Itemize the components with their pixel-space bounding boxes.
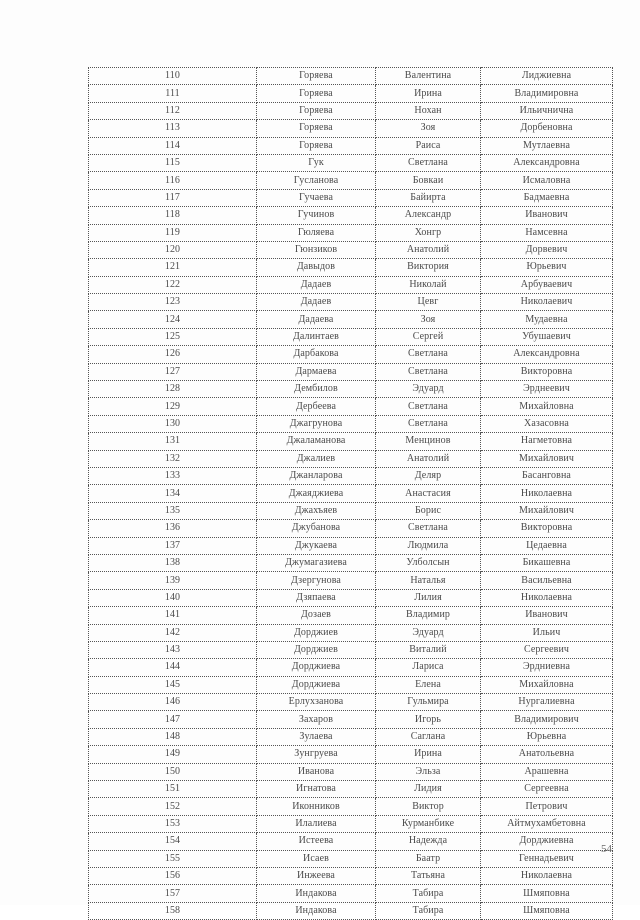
row-number-cell: 129 [89,398,257,415]
last-name-cell: Дзергунова [257,572,376,589]
patronymic-cell: Николаевна [481,589,613,606]
last-name-cell: Дорджиева [257,659,376,676]
last-name-cell: Зунгруева [257,746,376,763]
first-name-cell: Анатолий [376,241,481,258]
last-name-cell: Гучаева [257,189,376,206]
row-number-cell: 112 [89,102,257,119]
first-name-cell: Курманбике [376,815,481,832]
first-name-cell: Анастасия [376,485,481,502]
table-row [89,311,613,328]
first-name-cell: Александр [376,207,481,224]
table-row [89,467,613,484]
last-name-cell: Дадаева [257,311,376,328]
table-row [89,641,613,658]
first-name-cell: Виктория [376,259,481,276]
last-name-cell: Индакова [257,902,376,919]
row-number-cell: 121 [89,259,257,276]
first-name-cell: Ирина [376,85,481,102]
first-name-cell: Людмила [376,537,481,554]
row-number-cell: 110 [89,68,257,85]
table-row [89,502,613,519]
table-row [89,398,613,415]
first-name-cell: Деляр [376,467,481,484]
last-name-cell: Ерлухзанова [257,694,376,711]
table-row [89,746,613,763]
first-name-cell: Табира [376,902,481,919]
last-name-cell: Дадаев [257,294,376,311]
table-row [89,607,613,624]
row-number-cell: 154 [89,833,257,850]
last-name-cell: Дембилов [257,381,376,398]
first-name-cell: Светлана [376,415,481,432]
row-number-cell: 140 [89,589,257,606]
table-row [89,259,613,276]
row-number-cell: 132 [89,450,257,467]
patronymic-cell: Владимировна [481,85,613,102]
patronymic-cell: Анатольевна [481,746,613,763]
table-row [89,85,613,102]
last-name-cell: Джахъяев [257,502,376,519]
table-row [89,154,613,171]
last-name-cell: Давыдов [257,259,376,276]
row-number-cell: 139 [89,572,257,589]
row-number-cell: 122 [89,276,257,293]
first-name-cell: Раиса [376,137,481,154]
patronymic-cell: Шмяповна [481,885,613,902]
first-name-cell: Надежда [376,833,481,850]
table-row [89,711,613,728]
table-row [89,554,613,571]
row-number-cell: 115 [89,154,257,171]
first-name-cell: Анатолий [376,450,481,467]
patronymic-cell: Александровна [481,346,613,363]
patronymic-cell: Геннадьевич [481,850,613,867]
table-row [89,728,613,745]
patronymic-cell: Михайловна [481,398,613,415]
row-number-cell: 113 [89,120,257,137]
first-name-cell: Виталий [376,641,481,658]
last-name-cell: Захаров [257,711,376,728]
last-name-cell: Игнатова [257,781,376,798]
last-name-cell: Горяева [257,102,376,119]
row-number-cell: 130 [89,415,257,432]
first-name-cell: Лилия [376,589,481,606]
row-number-cell: 147 [89,711,257,728]
table-row [89,624,613,641]
last-name-cell: Джанларова [257,467,376,484]
table-row [89,381,613,398]
table-row [89,433,613,450]
patronymic-cell: Дорджиевна [481,833,613,850]
row-number-cell: 157 [89,885,257,902]
last-name-cell: Дербеева [257,398,376,415]
table-row [89,589,613,606]
last-name-cell: Гусланова [257,172,376,189]
table-row [89,276,613,293]
table-row [89,120,613,137]
last-name-cell: Дарбакова [257,346,376,363]
first-name-cell: Хонгр [376,224,481,241]
first-name-cell: Сергей [376,328,481,345]
last-name-cell: Гучинов [257,207,376,224]
row-number-cell: 145 [89,676,257,693]
table-row [89,102,613,119]
patronymic-cell: Бадмаевна [481,189,613,206]
first-name-cell: Владимир [376,607,481,624]
table-row [89,572,613,589]
row-number-cell: 131 [89,433,257,450]
table-row [89,189,613,206]
table-row [89,763,613,780]
first-name-cell: Менцинов [376,433,481,450]
last-name-cell: Горяева [257,68,376,85]
patronymic-cell: Намсевна [481,224,613,241]
first-name-cell: Светлана [376,346,481,363]
row-number-cell: 136 [89,520,257,537]
row-number-cell: 133 [89,467,257,484]
table-row [89,224,613,241]
patronymic-cell: Басанговна [481,467,613,484]
first-name-cell: Баатр [376,850,481,867]
last-name-cell: Илалиева [257,815,376,832]
table-row [89,415,613,432]
row-number-cell: 156 [89,867,257,884]
first-name-cell: Улболсын [376,554,481,571]
first-name-cell: Светлана [376,398,481,415]
table-row [89,294,613,311]
table-row [89,485,613,502]
table-row [89,68,613,85]
patronymic-cell: Иванович [481,207,613,224]
last-name-cell: Исаев [257,850,376,867]
patronymic-cell: Мутлаевна [481,137,613,154]
patronymic-cell: Лиджиевна [481,68,613,85]
row-number-cell: 155 [89,850,257,867]
patronymic-cell: Нургалиевна [481,694,613,711]
patronymic-cell: Эрдниевна [481,659,613,676]
first-name-cell: Гульмира [376,694,481,711]
table-row [89,815,613,832]
row-number-cell: 150 [89,763,257,780]
last-name-cell: Джубанова [257,520,376,537]
last-name-cell: Джалиев [257,450,376,467]
first-name-cell: Саглана [376,728,481,745]
last-name-cell: Дозаев [257,607,376,624]
row-number-cell: 120 [89,241,257,258]
first-name-cell: Байирта [376,189,481,206]
patronymic-cell: Хазасовна [481,415,613,432]
last-name-cell: Горяева [257,137,376,154]
first-name-cell: Наталья [376,572,481,589]
table-row [89,450,613,467]
table-row [89,346,613,363]
row-number-cell: 151 [89,781,257,798]
table-row [89,694,613,711]
first-name-cell: Валентина [376,68,481,85]
row-number-cell: 138 [89,554,257,571]
table-row [89,328,613,345]
row-number-cell: 148 [89,728,257,745]
table-row [89,363,613,380]
table-row [89,850,613,867]
first-name-cell: Табира [376,885,481,902]
patronymic-cell: Арбуваевич [481,276,613,293]
patronymic-cell: Сергеевна [481,781,613,798]
last-name-cell: Иконников [257,798,376,815]
patronymic-cell: Бикашевна [481,554,613,571]
patronymic-cell: Айтмухамбетовна [481,815,613,832]
patronymic-cell: Петрович [481,798,613,815]
last-name-cell: Горяева [257,85,376,102]
table-row [89,885,613,902]
last-name-cell: Джукаева [257,537,376,554]
table-row [89,172,613,189]
table-row [89,520,613,537]
table-row [89,241,613,258]
patronymic-cell: Юрьевна [481,728,613,745]
first-name-cell: Виктор [376,798,481,815]
patronymic-cell: Владимирович [481,711,613,728]
first-name-cell: Светлана [376,154,481,171]
row-number-cell: 143 [89,641,257,658]
row-number-cell: 116 [89,172,257,189]
row-number-cell: 137 [89,537,257,554]
patronymic-cell: Васильевна [481,572,613,589]
patronymic-cell: Николаевна [481,485,613,502]
first-name-cell: Борис [376,502,481,519]
table-row [89,798,613,815]
patronymic-cell: Шмяповна [481,902,613,919]
table-row [89,537,613,554]
patronymic-cell: Ильичнична [481,102,613,119]
last-name-cell: Горяева [257,120,376,137]
first-name-cell: Зоя [376,311,481,328]
patronymic-cell: Мудаевна [481,311,613,328]
table-row [89,781,613,798]
last-name-cell: Джагрунова [257,415,376,432]
first-name-cell: Цевг [376,294,481,311]
patronymic-cell: Исмаловна [481,172,613,189]
row-number-cell: 134 [89,485,257,502]
first-name-cell: Лидия [376,781,481,798]
first-name-cell: Игорь [376,711,481,728]
row-number-cell: 158 [89,902,257,919]
row-number-cell: 152 [89,798,257,815]
last-name-cell: Дорджиева [257,676,376,693]
row-number-cell: 142 [89,624,257,641]
row-number-cell: 117 [89,189,257,206]
row-number-cell: 153 [89,815,257,832]
last-name-cell: Дадаев [257,276,376,293]
patronymic-cell: Михайлович [481,502,613,519]
table-row [89,137,613,154]
patronymic-cell: Михайлович [481,450,613,467]
row-number-cell: 124 [89,311,257,328]
last-name-cell: Зулаева [257,728,376,745]
row-number-cell: 135 [89,502,257,519]
last-name-cell: Джаяджиева [257,485,376,502]
first-name-cell: Эдуард [376,624,481,641]
row-number-cell: 125 [89,328,257,345]
first-name-cell: Эльза [376,763,481,780]
patronymic-cell: Арашевна [481,763,613,780]
first-name-cell: Нохан [376,102,481,119]
first-name-cell: Лариса [376,659,481,676]
last-name-cell: Гюляева [257,224,376,241]
last-name-cell: Джумагазиева [257,554,376,571]
patronymic-cell: Нагметовна [481,433,613,450]
first-name-cell: Бовкаи [376,172,481,189]
row-number-cell: 126 [89,346,257,363]
row-number-cell: 123 [89,294,257,311]
last-name-cell: Далинтаев [257,328,376,345]
last-name-cell: Дармаева [257,363,376,380]
patronymic-cell: Иванович [481,607,613,624]
last-name-cell: Истеева [257,833,376,850]
patronymic-cell: Николаевна [481,867,613,884]
last-name-cell: Гук [257,154,376,171]
patronymic-cell: Викторовна [481,363,613,380]
patronymic-cell: Михайловна [481,676,613,693]
roster-table [88,67,613,920]
row-number-cell: 141 [89,607,257,624]
patronymic-cell: Александровна [481,154,613,171]
roster-table-body [89,68,613,920]
row-number-cell: 118 [89,207,257,224]
first-name-cell: Светлана [376,520,481,537]
patronymic-cell: Эрднеевич [481,381,613,398]
patronymic-cell: Дорвевич [481,241,613,258]
row-number-cell: 111 [89,85,257,102]
row-number-cell: 114 [89,137,257,154]
page-number: 54 [601,843,612,855]
patronymic-cell: Викторовна [481,520,613,537]
row-number-cell: 146 [89,694,257,711]
patronymic-cell: Юрьевич [481,259,613,276]
last-name-cell: Индакова [257,885,376,902]
patronymic-cell: Цедаевна [481,537,613,554]
table-row [89,833,613,850]
row-number-cell: 149 [89,746,257,763]
last-name-cell: Инжеева [257,867,376,884]
first-name-cell: Ирина [376,746,481,763]
last-name-cell: Дорджиев [257,624,376,641]
last-name-cell: Дзяпаева [257,589,376,606]
last-name-cell: Джаламанова [257,433,376,450]
table-row [89,207,613,224]
first-name-cell: Николай [376,276,481,293]
row-number-cell: 128 [89,381,257,398]
table-row [89,676,613,693]
last-name-cell: Гюнзиков [257,241,376,258]
patronymic-cell: Ильич [481,624,613,641]
table-row [89,659,613,676]
first-name-cell: Елена [376,676,481,693]
patronymic-cell: Убушаевич [481,328,613,345]
row-number-cell: 144 [89,659,257,676]
last-name-cell: Иванова [257,763,376,780]
last-name-cell: Дорджиев [257,641,376,658]
row-number-cell: 119 [89,224,257,241]
patronymic-cell: Сергеевич [481,641,613,658]
patronymic-cell: Николаевич [481,294,613,311]
row-number-cell: 127 [89,363,257,380]
first-name-cell: Татьяна [376,867,481,884]
patronymic-cell: Дорбеновна [481,120,613,137]
first-name-cell: Светлана [376,363,481,380]
first-name-cell: Зоя [376,120,481,137]
first-name-cell: Эдуард [376,381,481,398]
table-row [89,867,613,884]
